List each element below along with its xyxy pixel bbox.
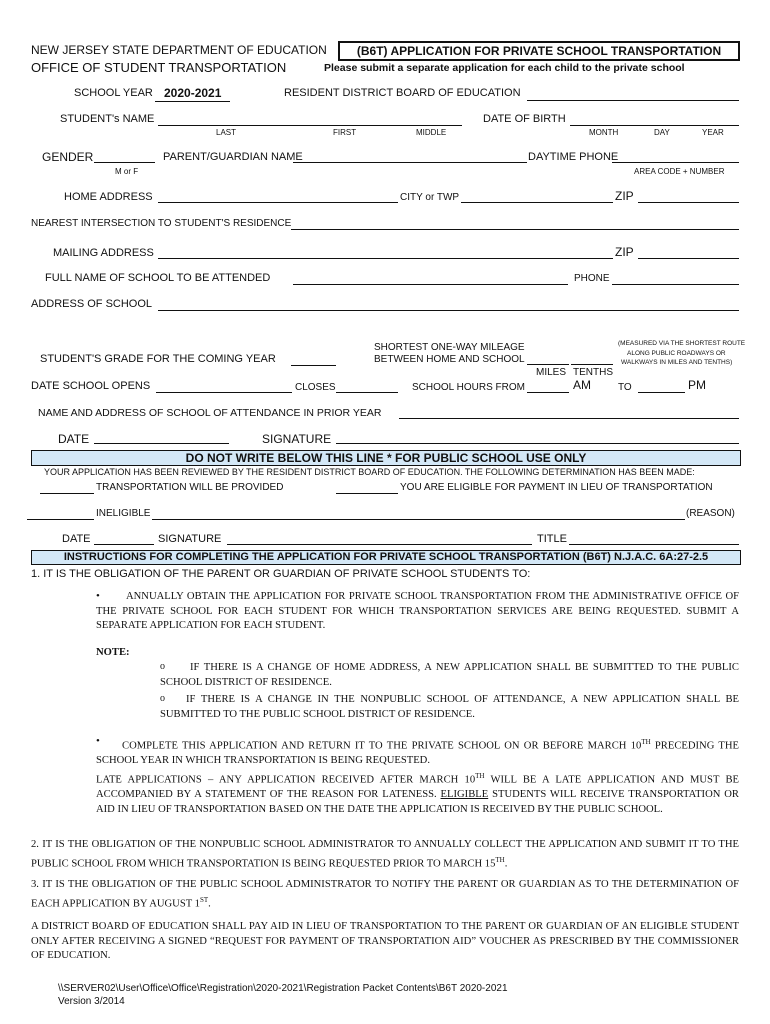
last-name-hint: LAST [216,128,237,137]
parent-field[interactable] [293,162,527,163]
dob-field[interactable] [570,125,739,126]
public-title-field[interactable] [569,544,739,545]
signature-field[interactable] [336,443,739,444]
year-hint: YEAR [702,128,724,137]
instruction-item-1: 1. IT IS THE OBLIGATION OF THE PARENT OR GUARDIAN OF PRIVATE SCHOOL STUDENTS TO: [31,568,531,580]
hours-label: SCHOOL HOURS FROM [412,382,525,393]
city-field[interactable] [461,202,613,203]
school-address-field[interactable] [158,310,739,311]
miles-hint: MILES [536,367,567,378]
provided-label: TRANSPORTATION WILL BE PROVIDED [96,482,284,493]
public-use-bar: DO NOT WRITE BELOW THIS LINE * FOR PUBLIC SCHOOL USE ONLY [31,450,741,466]
school-address-label: ADDRESS OF SCHOOL [31,298,153,310]
bullet-icon: • [96,735,100,747]
student-name-field[interactable] [158,125,462,126]
date-opens-label: DATE SCHOOL OPENS [31,380,151,392]
grade-field[interactable] [291,365,336,366]
miles-field[interactable] [527,364,569,365]
daytime-phone-label: DAYTIME PHONE [528,151,619,163]
home-address-field[interactable] [158,202,398,203]
gender-hint: M or F [115,167,139,176]
first-name-hint: FIRST [333,128,357,137]
closes-field[interactable] [336,392,398,393]
circle-bullet-icon: o [160,693,165,704]
version-label: Version 3/2014 [58,996,125,1007]
eligible-payment-label: YOU ARE ELIGIBLE FOR PAYMENT IN LIEU OF TRANSPORTATION [400,482,713,493]
public-date-field[interactable] [94,544,154,545]
school-name-label: FULL NAME OF SCHOOL TO BE ATTENDED [45,272,271,284]
late-applications-text: LATE APPLICATIONS – ANY APPLICATION RECEIVED AFTER MARCH 10TH WILL BE A LATE APPLICATION AND MUST BE ACCOMPANIED BY A STATEMENT OF THE REASON FOR LATENESS. ELIGIBLE STUDENTS WILL RECEIVE TRANSPORTATION OR AID IN LIEU OF TRANSPORTATION BASED ON THE DATE THE APPLICATION IS RECEIVED BY THE PUBLIC SCHOOL. [96,772,739,815]
intersection-field[interactable] [291,229,739,230]
public-signature-label: SIGNATURE [158,533,222,545]
gender-label: GENDER [42,150,94,164]
signature-label: SIGNATURE [262,432,332,446]
form-subtitle: Please submit a separate application for each child to the private school [324,62,685,74]
student-name-label: STUDENT's NAME [60,113,155,125]
date-label: DATE [58,432,90,446]
bullet-1-text: ANNUALLY OBTAIN THE APPLICATION FOR PRIVATE SCHOOL TRANSPORTATION FROM THE ADMINISTRATIVE OFFICE OF THE PRIVATE SCHOOL FOR EACH STUDENT FOR WHICH TRANSPORTATION SERVICES ARE BEING REQUESTED. SUBMIT A SEPARATE APPLICATION FOR EACH STUDENT. [96,591,739,631]
mailing-field[interactable] [158,258,613,259]
school-phone-field[interactable] [612,284,739,285]
day-hint: DAY [654,128,670,137]
mailing-label: MAILING ADDRESS [53,247,154,259]
measured-note-3: WALKWAYS IN MILES AND TENTHS) [621,359,733,366]
date-field[interactable] [94,443,229,444]
am-label: AM [573,378,591,392]
instructions-bar: INSTRUCTIONS FOR COMPLETING THE APPLICATION FOR PRIVATE SCHOOL TRANSPORTATION (B6T) N.J.A.C. 6A:27-2.5 [31,550,741,565]
public-date-label: DATE [62,533,91,545]
gender-field[interactable] [94,162,155,163]
public-signature-field[interactable] [227,544,532,545]
tenths-hint: TENTHS [573,367,613,378]
instruction-item-3: 3. IT IS THE OBLIGATION OF THE PUBLIC SCHOOL ADMINISTRATOR TO NOTIFY THE PARENT OR GUARDIAN AS TO THE DETERMINATION OF EACH APPLICATION BY AUGUST 1ST. [31,879,739,910]
parent-label: PARENT/GUARDIAN NAME [163,151,303,163]
tenths-field[interactable] [571,364,613,365]
hours-from-field[interactable] [527,392,569,393]
month-hint: MONTH [589,128,619,137]
to-label: TO [618,382,632,393]
note-2-text: IF THERE IS A CHANGE IN THE NONPUBLIC SCHOOL OF ATTENDANCE, A NEW APPLICATION SHALL BE SUBMITTED TO THE PUBLIC SCHOOL DISTRICT OF RESIDENCE. [160,694,739,720]
ineligible-check[interactable] [27,519,94,520]
mailing-zip-label: ZIP [615,245,634,259]
ineligible-label: INELIGIBLE [96,508,151,519]
provided-check[interactable] [40,493,94,494]
aid-statement: A DISTRICT BOARD OF EDUCATION SHALL PAY AID IN LIEU OF TRANSPORTATION TO THE PARENT OR GUARDIAN OF AN ELIGIBLE STUDENT ONLY AFTER RECEIVING A SIGNED “REQUEST FOR PAYMENT OF TRANSPORTATION AID” VOUCHER AS PRESCRIBED BY THE COMMISSIONER OF EDUCATION. [31,921,739,961]
note-1-text: IF THERE IS A CHANGE OF HOME ADDRESS, A NEW APPLICATION SHALL BE SUBMITTED TO THE PUBLIC SCHOOL DISTRICT OF RESIDENCE. [160,662,739,688]
office-name: OFFICE OF STUDENT TRANSPORTATION [31,60,287,75]
reason-label: (REASON) [686,508,735,519]
zip-field[interactable] [638,202,739,203]
mileage-label-1: SHORTEST ONE-WAY MILEAGE [374,342,525,353]
prior-school-label: NAME AND ADDRESS OF SCHOOL OF ATTENDANCE IN PRIOR YEAR [38,407,382,419]
city-label: CITY or TWP [400,192,460,203]
eligible-payment-check[interactable] [336,493,398,494]
reviewed-text: YOUR APPLICATION HAS BEEN REVIEWED BY THE RESIDENT DISTRICT BOARD OF EDUCATION. THE FOLLOWING DETERMINATION HAS BEEN MADE: [44,467,695,477]
measured-note-1: (MEASURED VIA THE SHORTEST ROUTE [618,340,746,347]
school-year-line[interactable] [155,101,230,102]
grade-label: STUDENT'S GRADE FOR THE COMING YEAR [40,353,276,365]
form-title: (B6T) APPLICATION FOR PRIVATE SCHOOL TRANSPORTATION [338,41,740,61]
middle-name-hint: MIDDLE [416,128,447,137]
intersection-label: NEAREST INTERSECTION TO STUDENT'S RESIDENCE [31,218,292,229]
mailing-zip-field[interactable] [638,258,739,259]
bullet-2-text: COMPLETE THIS APPLICATION AND RETURN IT TO THE PRIVATE SCHOOL ON OR BEFORE MARCH 10TH PRECEDING THE SCHOOL YEAR IN WHICH TRANSPORTATION IS BEING REQUESTED. [96,738,739,767]
circle-bullet-icon: o [160,661,165,672]
daytime-phone-field[interactable] [612,162,739,163]
department-name: NEW JERSEY STATE DEPARTMENT OF EDUCATION [31,43,327,57]
instruction-item-2: 2. IT IS THE OBLIGATION OF THE NONPUBLIC SCHOOL ADMINISTRATOR TO ANNUALLY COLLECT THE APPLICATION AND SUBMIT IT TO THE PUBLIC SCHOOL FROM WHICH TRANSPORTATION IS BEING REQUESTED PRIOR TO MARCH 15TH. [31,839,739,870]
school-year-label: SCHOOL YEAR [74,87,153,99]
measured-note-2: ALONG PUBLIC ROADWAYS OR [627,350,726,357]
dob-label: DATE OF BIRTH [483,113,566,125]
hours-to-field[interactable] [638,392,685,393]
closes-label: CLOSES [295,382,336,393]
school-phone-label: PHONE [574,273,610,284]
home-address-label: HOME ADDRESS [64,191,153,203]
prior-school-field[interactable] [399,418,739,419]
file-path: \\SERVER02\User\Office\Office\Registration\2020-2021\Registration Packet Contents\B6T 2020-2021 [58,983,508,994]
reason-field[interactable] [152,519,685,520]
school-year-value: 2020-2021 [164,86,222,100]
pm-label: PM [688,378,706,392]
area-code-hint: AREA CODE + NUMBER [634,167,725,176]
school-name-field[interactable] [293,284,568,285]
resident-district-label: RESIDENT DISTRICT BOARD OF EDUCATION [284,87,521,99]
mileage-label-2: BETWEEN HOME AND SCHOOL [374,354,525,365]
zip-label: ZIP [615,189,634,203]
date-opens-field[interactable] [156,392,292,393]
resident-district-field[interactable] [527,100,739,101]
public-title-label: TITLE [537,533,567,545]
note-label: NOTE: [96,647,130,658]
bullet-icon: • [96,590,100,602]
